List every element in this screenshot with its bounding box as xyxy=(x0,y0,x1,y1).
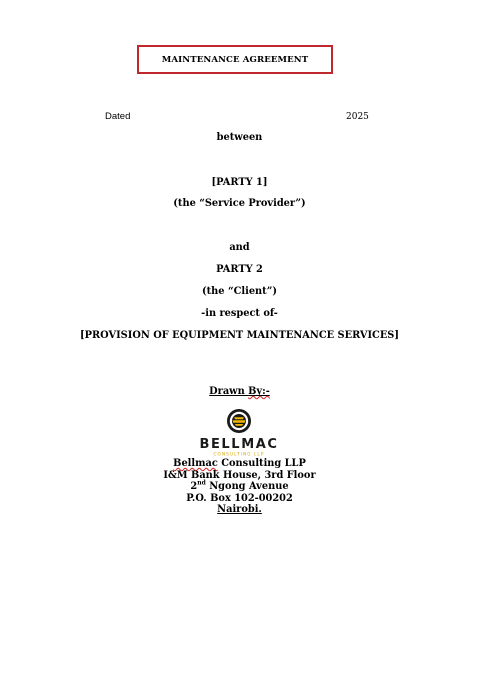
company-name-rest: Consulting LLP xyxy=(217,458,306,469)
in-respect-of: -in respect of- xyxy=(201,308,278,319)
street-name: Ngong Avenue xyxy=(205,481,289,492)
party1-role: (the “Service Provider”) xyxy=(173,198,306,209)
drawn-by-prefix: Drawn xyxy=(209,386,249,397)
street-number-suffix: nd xyxy=(197,479,206,487)
address-line-building: I&M Bank House, 3rd Floor xyxy=(163,469,316,481)
between-text: between xyxy=(216,132,263,143)
subject-text: [PROVISION OF EQUIPMENT MAINTENANCE SERVICES] xyxy=(79,330,400,341)
company-name-first: Bellmac xyxy=(173,458,218,469)
logo-tagline: CONSULTING LLP xyxy=(213,451,265,457)
document-title: MAINTENANCE AGREEMENT xyxy=(161,54,309,65)
address-line-city: Nairobi. xyxy=(217,504,262,515)
and-text: and xyxy=(229,242,250,253)
party2-name: PARTY 2 xyxy=(216,264,263,275)
bellmac-logo xyxy=(198,408,280,458)
address-line-pobox: P.O. Box 102-00202 xyxy=(186,492,293,504)
address-line-street xyxy=(0,481,479,493)
drawn-by-label xyxy=(0,386,479,398)
drawn-by-word: By:- xyxy=(248,386,270,397)
dated-year: 2025 xyxy=(346,112,369,122)
street-number: 2 xyxy=(190,481,198,492)
party2-role: (the “Client”) xyxy=(202,286,277,297)
title-box xyxy=(137,45,333,74)
address-block xyxy=(0,458,479,516)
party1-name: [PARTY 1] xyxy=(211,177,268,188)
company-name xyxy=(0,458,479,470)
logo-wordmark: BELLMAC xyxy=(199,437,279,452)
bellmac-logo-icon xyxy=(198,408,280,458)
dated-label: Dated xyxy=(105,111,131,122)
